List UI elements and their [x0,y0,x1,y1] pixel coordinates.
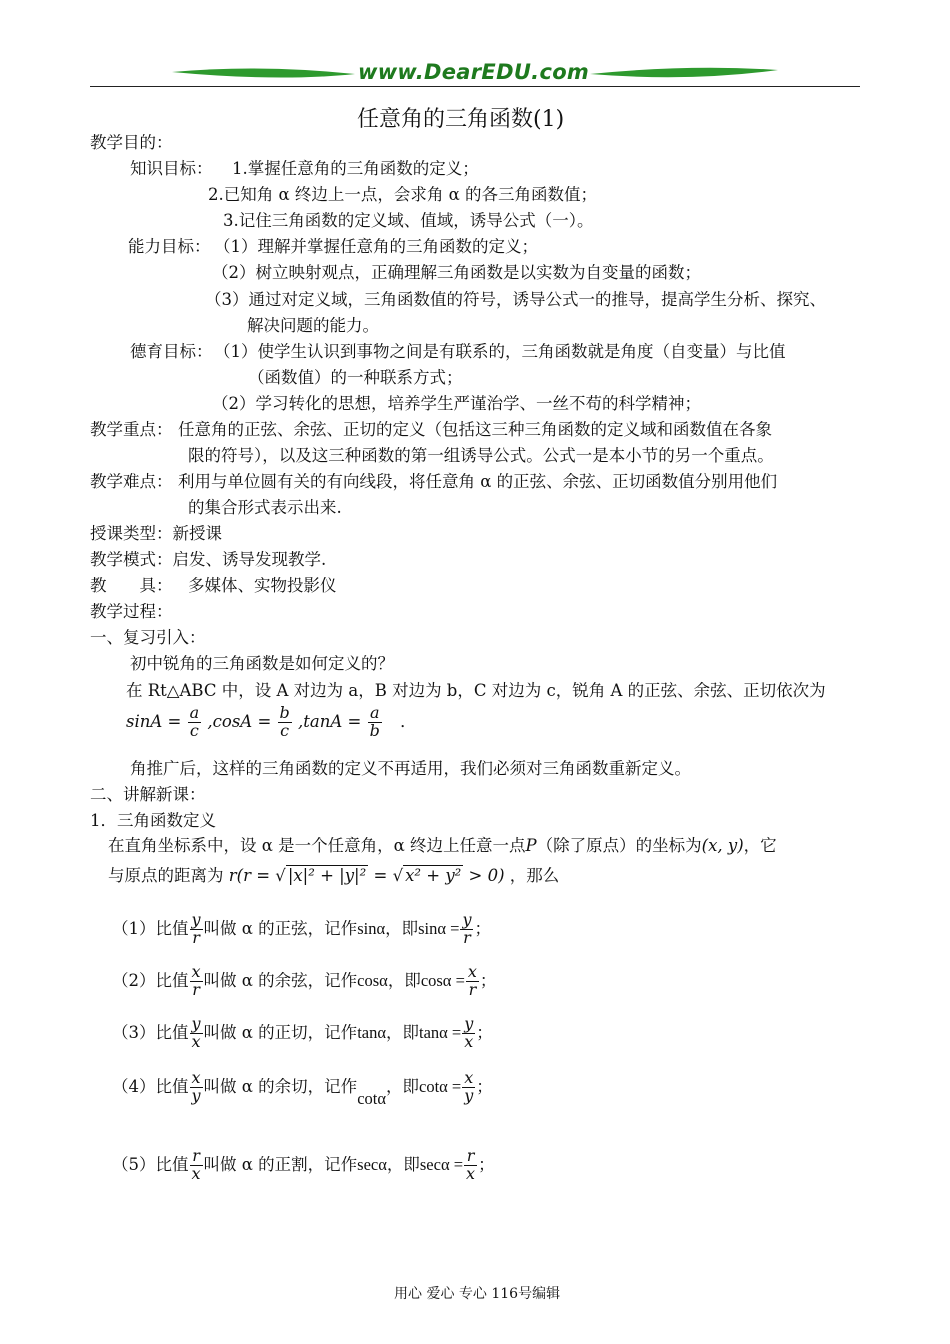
distance-formula: r(r = √ |x|² + |y|² = √ x² + y² > 0) [228,866,505,885]
fraction-a-over-b: $\frac{a}{b}$ [369,703,380,740]
review-note: 角推广后，这样的三角函数的定义不再适用，我们必须对三角函数重新定义。 [130,759,691,778]
moral-label: 德育目标： [130,342,213,361]
tools-label: 教 具： [90,576,173,595]
lesson-type: 授课类型：新授课 [90,524,222,543]
difficulties-label: 教学难点： [90,472,173,491]
cos-formula-label: ,cosA = [207,711,272,731]
moral-item-2: （2）学习转化的思想，培养学生严谨治学、一丝不苟的科学精神； [212,394,701,413]
definition-paragraph-line-2: 与原点的距离为 r(r = √ |x|² + |y|² = √ x² + y² > 0) ，那么 [108,866,560,885]
tan-formula-label: ,tanA = [298,711,362,731]
review-question: 初中锐角的三角函数是如何定义的？ [130,654,394,673]
page-title: 任意角的三角函数(1) [357,107,565,132]
ability-item-3: （3）通过对定义域，三角函数值的符号，诱导公式一的推导，提高学生分析、探究、 [205,290,826,309]
objectives-heading: 教学目的： [90,133,173,152]
page-footer: 用心 爱心 专心 116号编辑 [394,1286,561,1302]
ability-item-3-cont: 解决问题的能力。 [247,316,379,335]
definition-item-tan: （3）比值 $\frac{y}{x}$ 叫做 α 的正切，记作tanα，即tanα = $\frac{y}{x}$ ； [112,1014,493,1051]
review-text: 在 Rt△ABC 中，设 A 对边为 a，B 对边为 b，C 对边为 c，锐角 A 的正弦、余弦、正切依次为 [126,681,826,700]
tools-value: 多媒体、实物投影仪 [188,576,337,595]
difficulties-line-2: 的集合形式表示出来. [188,498,342,517]
site-logo-text: www.DearEDU.com [358,60,590,84]
definition-subheading: 1．三角函数定义 [90,811,216,830]
ability-label: 能力目标： [128,237,211,256]
acute-trig-formulas: sinA = $\frac{a}{c}$ ,cosA = $\frac{b}{c}$ ,tanA = $\frac{a}{b}$ ． [126,703,417,740]
key-points-line-2: 限的符号），以及这三种函数的第一组诱导公式。公式一是本小节的另一个重点。 [188,446,774,465]
fraction-b-over-c: $\frac{b}{c}$ [279,703,290,740]
key-points-line-1: 任意角的正弦、余弦、正切的定义（包括这三种三角函数的定义域和函数值在各象 [178,420,772,439]
moral-item-1: （1）使学生认识到事物之间是有联系的，三角函数就是角度（自变量）与比值 [214,342,786,361]
header-rule [90,86,860,87]
definition-item-cos: （2）比值 $\frac{x}{r}$ 叫做 α 的余弦，记作cosα，即cosα = $\frac{x}{r}$ ； [112,962,497,999]
review-heading: 一、复习引入： [90,628,206,647]
knowledge-item-2: 2.已知角 α 终边上一点，会求角 α 的各三角函数值； [208,185,598,204]
moral-item-1-cont: （函数值）的一种联系方式； [248,368,463,387]
definition-item-cot: （4）比值 $\frac{x}{y}$ 叫做 α 的余切，记作cotα，即cotα = $\frac{x}{y}$ ； [112,1068,493,1108]
sin-formula-label: sinA = [126,711,182,731]
ability-item-2: （2）树立映射观点，正确理解三角函数是以实数为自变量的函数； [212,263,701,282]
definition-paragraph-line-1: 在直角坐标系中，设 α 是一个任意角，α 终边上任意一点P（除了原点）的坐标为(x, y)，它 [108,836,777,855]
process-heading: 教学过程： [90,602,173,621]
teaching-mode: 教学模式：启发、诱导发现教学. [90,550,327,569]
definition-item-sin: （1）比值 $\frac{y}{r}$ 叫做 α 的正弦，记作sinα，即sinα = $\frac{y}{r}$ ； [112,910,491,947]
knowledge-item-1: 1.掌握任意角的三角函数的定义； [232,159,479,178]
definition-item-sec: （5）比值 $\frac{r}{x}$ 叫做 α 的正割，记作secα，即secα = $\frac{r}{x}$ ； [112,1146,495,1183]
ability-item-1: （1）理解并掌握任意角的三角函数的定义； [214,237,538,256]
difficulties-line-1: 利用与单位圆有关的有向线段，将任意角 α 的正弦、余弦、正切函数值分别用他们 [178,472,778,491]
fraction-a-over-c: $\frac{a}{c}$ [189,703,200,740]
knowledge-item-3: 3.记住三角函数的定义域、值域，诱导公式（一）。 [223,211,594,230]
key-points-label: 教学重点： [90,420,173,439]
knowledge-label: 知识目标： [130,159,213,178]
new-lesson-heading: 二、讲解新课： [90,785,206,804]
